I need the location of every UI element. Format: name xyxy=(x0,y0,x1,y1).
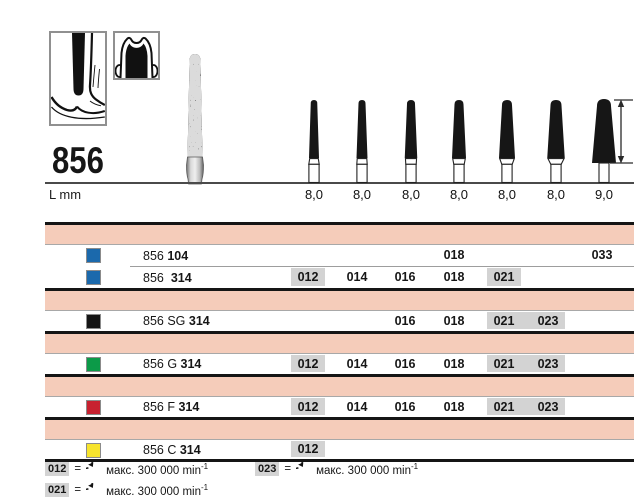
diamond-bur-photo xyxy=(176,53,214,187)
catalog-number-bold: 314 xyxy=(179,442,201,457)
size-cell-018: 018 xyxy=(443,313,465,328)
bur-silhouette-4 xyxy=(439,96,479,184)
bur-length-label: 8,0 xyxy=(546,187,566,202)
rotation-speed-icon xyxy=(86,483,101,498)
table-row-856-C-314 xyxy=(45,440,634,459)
specs-table xyxy=(45,222,634,462)
product-number-heading: 856 xyxy=(52,140,104,181)
speed-exponent: -1 xyxy=(410,461,419,471)
bur-silhouette-1 xyxy=(294,96,334,184)
size-cell-018: 018 xyxy=(443,270,465,284)
speed-exponent: -1 xyxy=(200,461,209,471)
speed-legend xyxy=(45,461,634,500)
pink-band xyxy=(45,420,634,439)
color-code-square xyxy=(86,400,101,415)
size-cell-014: 014 xyxy=(346,399,368,414)
catalog-number-bold: 104 xyxy=(167,248,189,263)
table-row-856-F-314 xyxy=(45,397,634,417)
table-row-856-G-314 xyxy=(45,354,634,374)
catalog-number-bold: 314 xyxy=(170,270,192,285)
size-chip: 012 xyxy=(45,462,69,476)
catalog-number-label xyxy=(143,440,201,459)
max-speed-label: макс. 300 000 $\min^{-1}$ xyxy=(316,461,419,477)
size-cell-016: 016 xyxy=(394,399,416,414)
size-cell-023: 023 xyxy=(537,356,559,371)
catalog-number-label xyxy=(143,311,210,331)
length-unit-label: L mm xyxy=(49,187,82,202)
size-cell-016: 016 xyxy=(394,270,416,284)
size-chip: 021 xyxy=(45,483,69,497)
legend-item-012 xyxy=(45,461,208,477)
size-cell-033: 033 xyxy=(591,248,613,262)
rotation-speed-icon xyxy=(86,462,101,477)
bur-silhouette-5 xyxy=(487,96,527,184)
size-cell-014: 014 xyxy=(346,270,368,284)
size-cell-012: 012 xyxy=(291,398,325,415)
catalog-number-prefix: 856 xyxy=(143,270,171,285)
color-code-square xyxy=(86,314,101,329)
catalog-number-bold: 314 xyxy=(178,400,200,414)
table-row-856-314 xyxy=(45,267,634,288)
size-cell-014: 014 xyxy=(346,356,368,371)
size-cell-021: 021 xyxy=(487,268,521,286)
color-code-square xyxy=(86,443,101,458)
catalog-number-label xyxy=(143,267,192,288)
color-code-square xyxy=(86,357,101,372)
catalog-number-prefix: 856 xyxy=(143,248,168,263)
equals-sign: = xyxy=(284,463,292,475)
bur-length-label: 8,0 xyxy=(401,187,421,202)
application-cross-section-figure xyxy=(49,31,107,126)
catalog-number-prefix: 856 G xyxy=(143,357,181,371)
size-cell-021: 021 xyxy=(493,356,515,371)
bur-silhouette-3 xyxy=(391,96,431,184)
bur-length-label: 8,0 xyxy=(304,187,324,202)
catalog-number-label xyxy=(143,245,188,266)
equals-sign: = xyxy=(74,463,82,475)
bur-length-label: 8,0 xyxy=(352,187,372,202)
color-code-square xyxy=(86,248,101,263)
size-cell-018: 018 xyxy=(443,399,465,414)
bur-silhouette-2 xyxy=(342,96,382,184)
bur-length-label: 8,0 xyxy=(497,187,517,202)
rotation-speed-icon xyxy=(296,462,311,477)
catalog-number-bold: 314 xyxy=(180,357,202,371)
crown-outline-drawing xyxy=(115,33,158,78)
bur-length-label: 8,0 xyxy=(449,187,469,202)
tooth-crown-figure xyxy=(113,31,160,80)
table-row-856-104 xyxy=(45,245,634,266)
size-cell-012: 012 xyxy=(291,441,325,457)
legend-item-021 xyxy=(45,482,208,498)
pink-band xyxy=(45,334,634,353)
size-cell-023: 023 xyxy=(537,399,559,414)
bur-in-tooth-drawing xyxy=(51,33,105,124)
size-cell-018: 018 xyxy=(443,356,465,371)
catalog-number-label xyxy=(143,397,199,417)
table-row-856-SG-314 xyxy=(45,311,634,331)
size-cell-023: 023 xyxy=(537,313,559,328)
bur-silhouette-6 xyxy=(536,96,576,184)
size-cell-021: 021 xyxy=(493,399,515,414)
catalog-number-prefix: 856 C xyxy=(143,442,180,457)
size-cell-018: 018 xyxy=(443,248,465,262)
equals-sign: = xyxy=(74,484,82,496)
size-cell-012: 012 xyxy=(291,268,325,286)
legend-item-023 xyxy=(255,461,418,477)
size-cell-012: 012 xyxy=(291,355,325,372)
length-dimension-arrow-icon xyxy=(604,95,634,187)
size-cell-016: 016 xyxy=(394,356,416,371)
pink-band xyxy=(45,291,634,310)
max-speed-label: макс. 300 000 $\min^{-1}$ xyxy=(106,482,209,498)
pink-band xyxy=(45,377,634,396)
color-code-square xyxy=(86,270,101,285)
pink-band xyxy=(45,225,634,244)
max-speed-label: макс. 300 000 $\min^{-1}$ xyxy=(106,461,209,477)
size-chip: 023 xyxy=(255,462,279,476)
speed-exponent: -1 xyxy=(200,482,209,492)
catalog-number-label xyxy=(143,354,201,374)
bur-length-label: 9,0 xyxy=(594,187,614,202)
catalog-number-prefix: 856 SG xyxy=(143,314,189,328)
catalog-number-bold: 314 xyxy=(188,314,210,328)
size-cell-016: 016 xyxy=(394,313,416,328)
size-cell-021: 021 xyxy=(493,313,515,328)
catalog-number-prefix: 856 F xyxy=(143,400,179,414)
